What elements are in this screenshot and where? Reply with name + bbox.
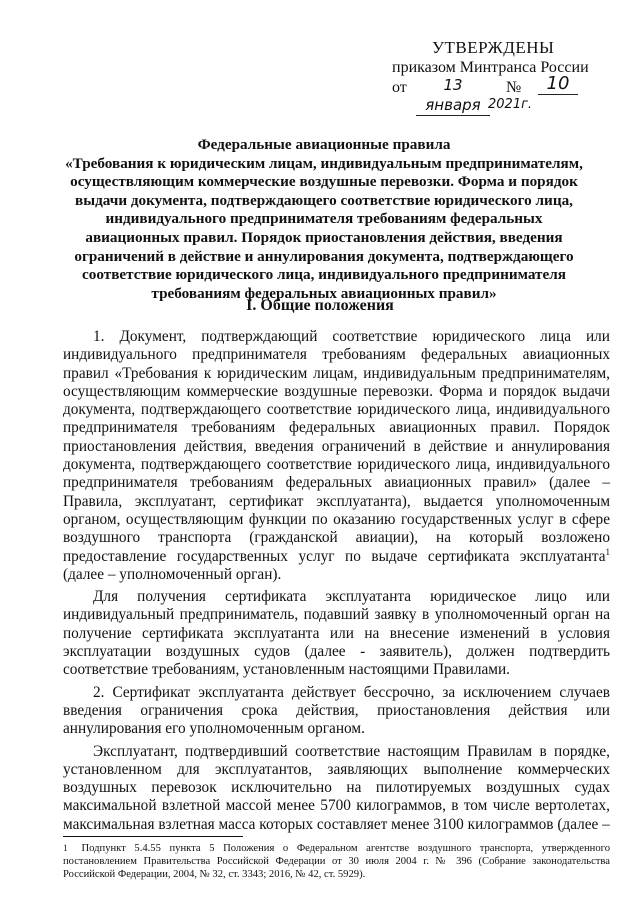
approval-order-line: приказом Минтранса России	[392, 59, 589, 76]
approval-number-label: №	[506, 79, 522, 96]
footnote-text: Подпункт 5.4.55 пункта 5 Положения о Федеральном агентстве воздушного транспорта, утвержденного постановлением Правительства Российской Федерации от 30 июля 2004 г. № 396 (Собрание законодательства Российской Федерации, 2004, № 32, ст. 3343; 2016, № 42, ст. 5929).	[63, 843, 610, 880]
approval-date-line	[392, 73, 612, 114]
title-line-2: «Требования к юридическим лицам, индивидуальным предпринимателям, осуществляющим коммерческие воздушные перевозки. Форма и порядок выдачи документа, подтверждающего соответствие юридического лица, индивидуального предпринимателя требованиям федеральных авиационных правил. Порядок приостановления действия, введения ограничений в действие и аннулирования документа, подтверждающего соответствие юридического лица, индивидуального предпринимателя требованиям федеральных авиационных правил»	[65, 154, 583, 302]
paragraph-2: Для получения сертификата эксплуатанта юридическое лицо или индивидуальный предприниматель, подавший заявку в уполномоченный орган на получение сертификата эксплуатанта или на внесение изменений в условия эксплуатации воздушных судов (далее - заявитель), должен подтвердить соответствие требованиям, установленным настоящими Правилами.	[63, 588, 610, 679]
paragraph-1-tail: (далее – уполномоченный орган).	[63, 565, 282, 583]
approval-title: УТВЕРЖДЕНЫ	[432, 38, 555, 57]
approval-date-prefix: от	[392, 79, 407, 96]
paragraph-4: Эксплуатант, подтвердивший соответствие настоящим Правилам в порядке, установленном для эксплуатантов, заявляющих выполнение коммерческих воздушных перевозок исключительно на пилотируемых воздушных судах максимальной взлетной массой менее 5700 килограммов, в том числе вертолетах, максимальная взлетная масса которых составляет менее 3100 килограммов (далее –	[63, 742, 610, 833]
footnote	[63, 842, 610, 881]
section-heading: I. Общие положения	[246, 297, 394, 314]
paragraph-3: 2. Сертификат эксплуатанта действует бессрочно, за исключением случаев введения ограничения срока действия, приостановления действия или аннулирования его уполномоченным органом.	[63, 683, 610, 738]
document-body	[63, 328, 610, 838]
footnote-mark: 1	[63, 843, 68, 853]
approval-date-handwritten: 13 января	[416, 75, 490, 116]
approval-stamp	[392, 38, 612, 114]
title-line-1: Федеральные авиационные правила	[197, 136, 451, 153]
footnote-reference: 1	[605, 546, 610, 557]
footnote-divider	[63, 836, 243, 837]
document-title	[64, 136, 584, 303]
paragraph-1	[63, 328, 610, 584]
approval-number-handwritten: 10	[538, 74, 578, 95]
paragraph-1-text: 1. Документ, подтверждающий соответствие юридического лица или индивидуального предпринимателя требованиям федеральных авиационных правил «Требования к юридическим лицам, индивидуальным предпринимателям, осуществляющим коммерческие воздушные перевозки. Форма и порядок выдачи документа, подтверждающего соответствие юридического лица, индивидуального предпринимателя требованиям федеральных авиационных правил. Порядок приостановления действия, введения ограничений в действие и аннулирования документа, подтверждающего соответствие юридического лица, индивидуального предпринимателя требованиям федеральных авиационных правил» (далее – Правила, эксплуатант, сертификат эксплуатанта), выдается уполномоченным органом, осуществляющим функции по оказанию государственных услуг в сфере воздушного транспорта (гражданской авиации), на который возложено предоставление государственных услуг по выдаче сертификата эксплуатанта	[63, 328, 610, 565]
approval-year-handwritten: 2021г.	[488, 97, 533, 112]
